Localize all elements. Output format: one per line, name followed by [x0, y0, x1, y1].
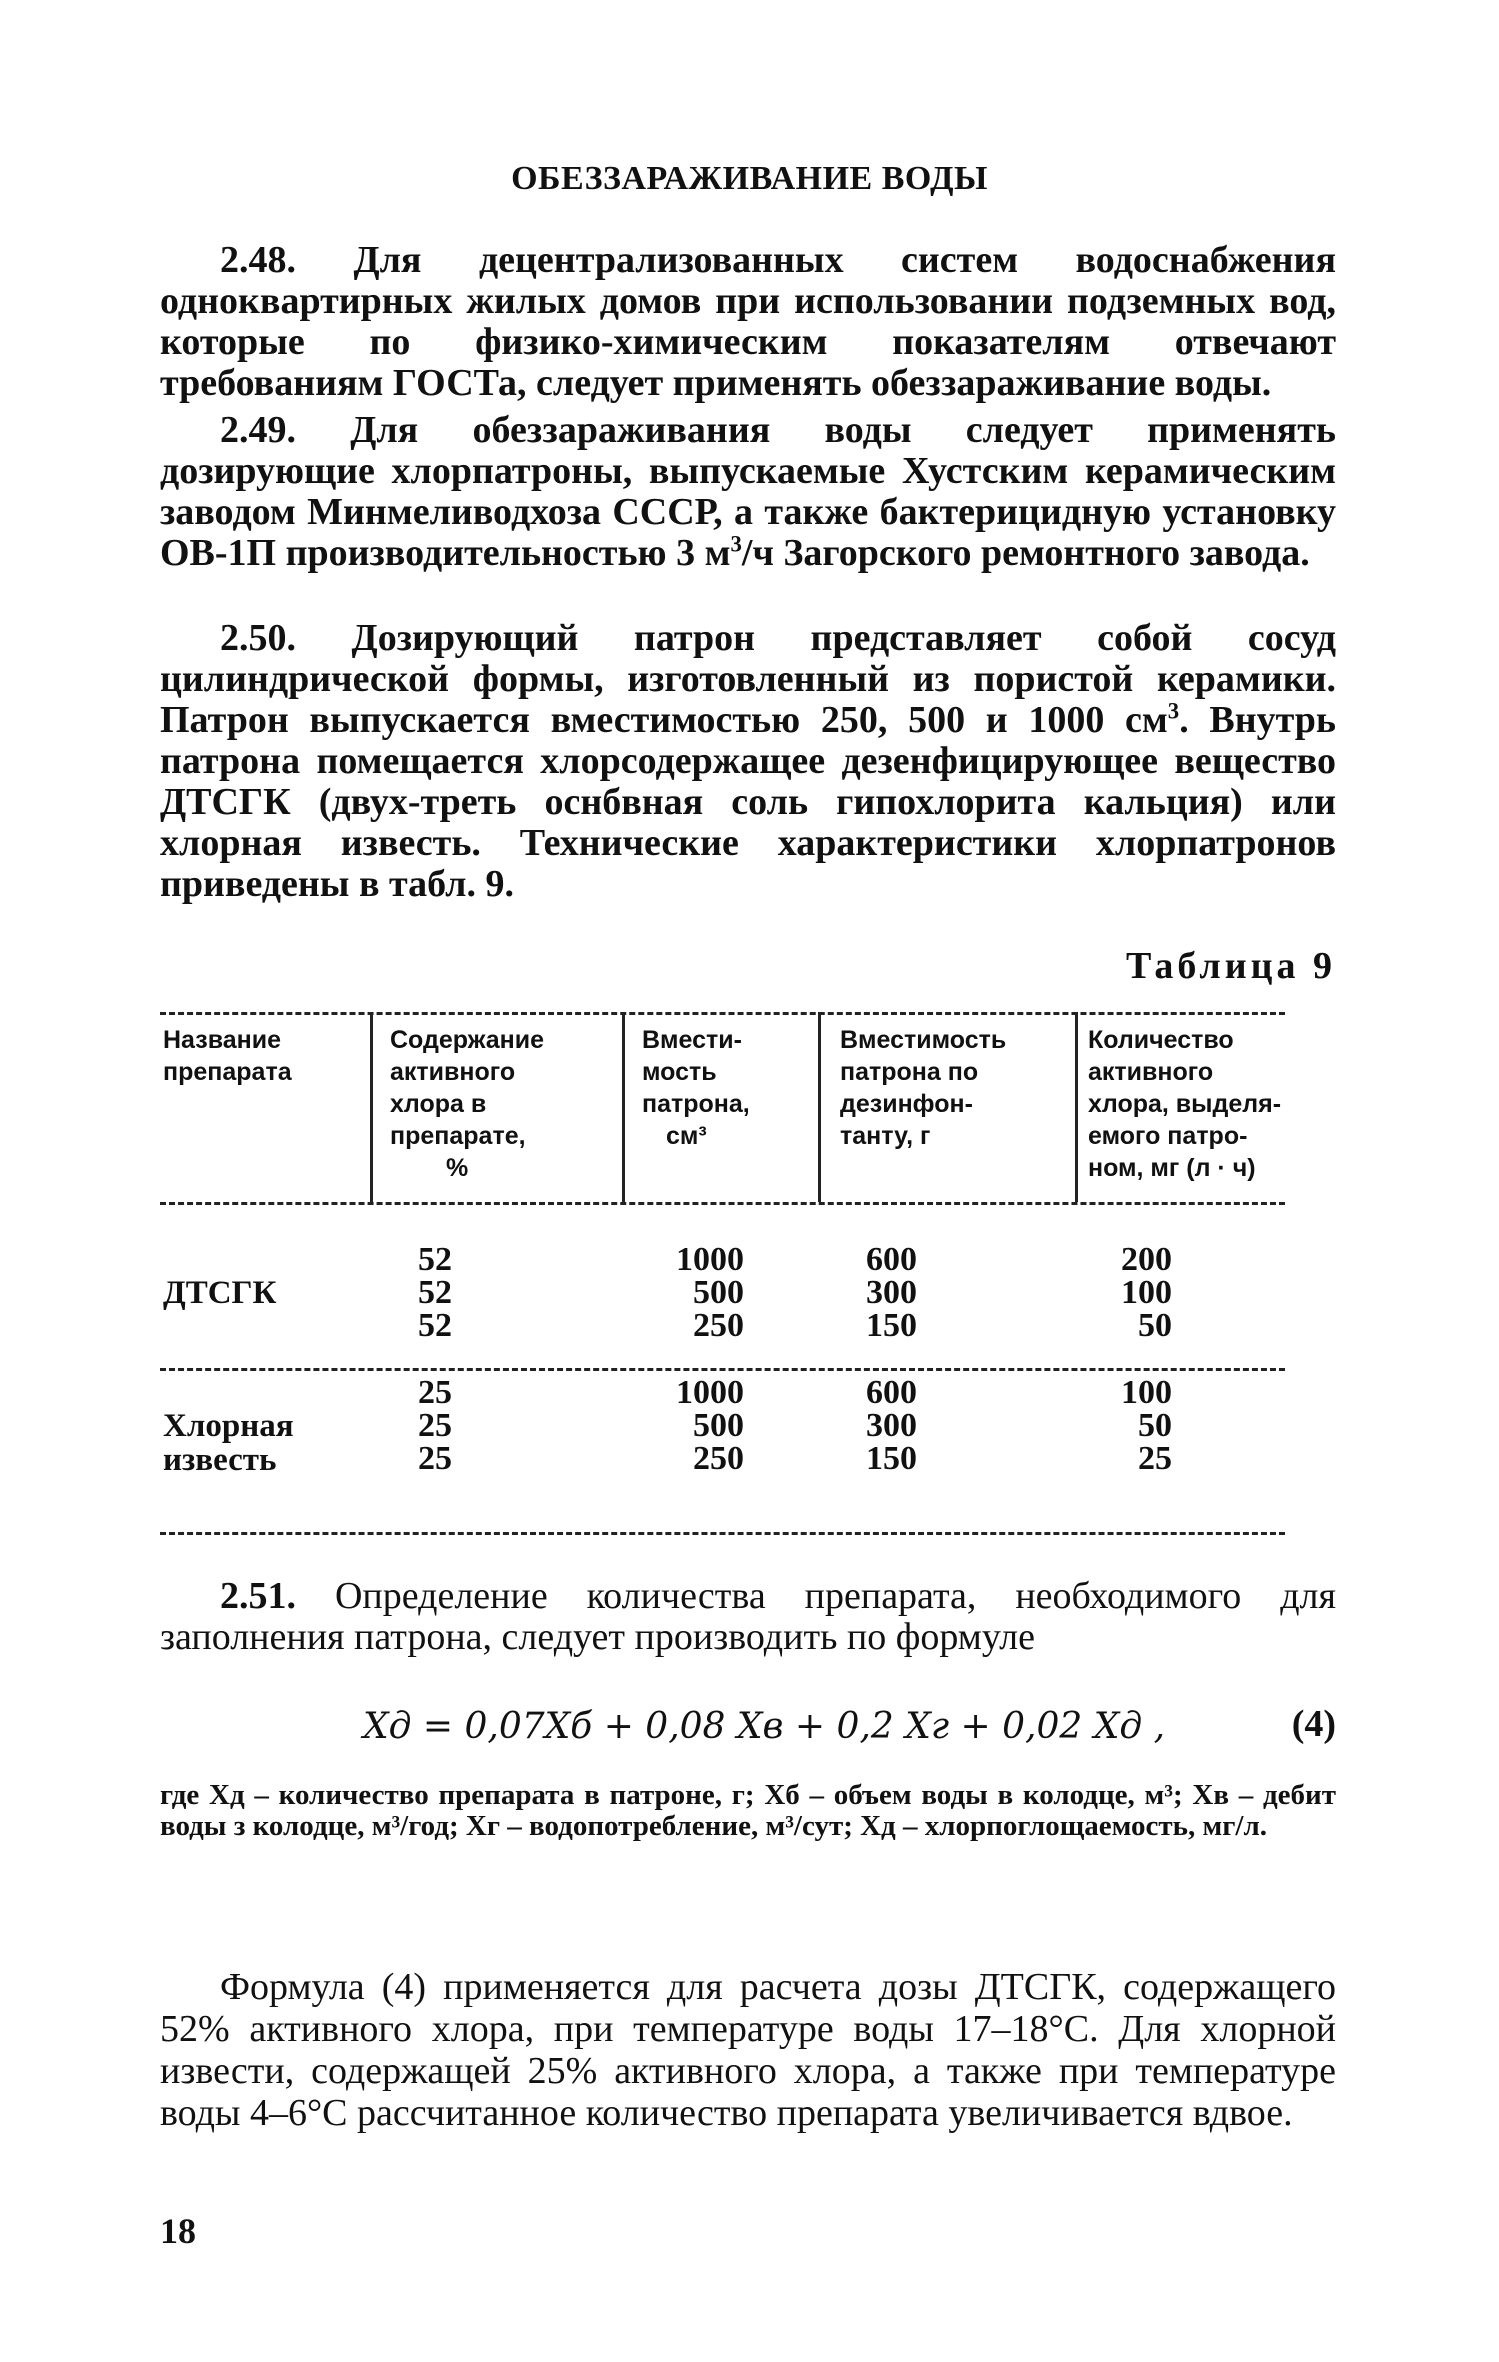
paragraph-2-51 [160, 1576, 1336, 1658]
cell-capacity-dis: 300 [866, 1274, 917, 1311]
paragraph-number: 2.50. [220, 617, 296, 659]
cell-chlorine: 52 [418, 1241, 452, 1278]
formula-legend: где Xд – количество препарата в патроне, г; Xб – объем воды в колодце, м³; Xв – дебит воды з колодце, м³/год; Xг – водопотребление, м³/сут; Xд – хлорпоглощаемость, мг/л. [160, 1779, 1336, 1842]
cell-chlorine: 25 [418, 1440, 452, 1477]
cell-chlorine: 25 [418, 1407, 452, 1444]
cell-released: 100 [1121, 1374, 1172, 1411]
paragraph-text: Определение количества препарата, необходимого для заполнения патрона, следует производить по формуле [160, 1575, 1336, 1658]
table-rule-header [160, 1202, 1285, 1205]
page-number: 18 [160, 2211, 196, 2251]
cell-chlorine: 52 [418, 1307, 452, 1344]
paragraph-formula-usage: Формула (4) применяется для расчета дозы ДТСГК, содержащего 52% активного хлора, при температуре воды 17–18°С. Для хлорной извести, содержащей 25% активного хлора, а также при температуре воды 4–6°С рассчитанное количество препарата увеличивается вдвое. [160, 1966, 1336, 2134]
cell-capacity: 500 [693, 1274, 744, 1311]
paragraph-number: 2.51. [220, 1575, 296, 1617]
superscript: 3 [730, 531, 742, 557]
paragraph-2-48 [160, 240, 1336, 404]
header-chlorine: Содержание активного хлора в препарате, % [390, 1026, 545, 1182]
header-released: Количество активного хлора, выделя- емого патро- ном, мг (л · ч) [1088, 1026, 1282, 1182]
header-capacity-disinfectant: Вместимость патрона по дезинфон- танту, г [840, 1026, 1007, 1150]
cell-capacity-dis: 150 [866, 1307, 917, 1344]
paragraph-2-49 [160, 410, 1336, 574]
cell-released: 50 [1138, 1307, 1172, 1344]
paragraph-text: Для обеззараживания воды следует применять дозирующие хлорпатроны, выпускаемые Хустским керамическим заводом Минмеливодхоза СССР, а также бактерицидную установку ОВ-1П производительностью 3 м [160, 409, 1336, 574]
paragraph-2-50 [160, 618, 1336, 905]
paragraph-number: 2.49. [220, 409, 296, 451]
paragraph-text: /ч Загорского ремонтного завода. [741, 532, 1310, 574]
section-heading: ОБЕЗЗАРАЖИВАНИЕ ВОДЫ [511, 160, 988, 197]
formula-number: (4) [1291, 1703, 1336, 1745]
cell-capacity: 1000 [676, 1241, 744, 1278]
paragraph-number: 2.48. [220, 239, 296, 281]
table-divider [1075, 1012, 1078, 1202]
cell-chlorine: 52 [418, 1274, 452, 1311]
paragraph-text: . Внутрь патрона помещается хлорсодержащее дезенфицирующее вещество ДТСГК (двух-треть оснбвная соль гипохлорита кальция) или хлорная известь. Технические характеристики хлорпатронов приведены в табл. 9. [160, 699, 1336, 905]
table-rule-top [160, 1012, 1285, 1015]
cell-capacity: 250 [693, 1307, 744, 1344]
paragraph-text: Дозирующий патрон представляет собой сосуд цилиндрической формы, изготовленный из пористой керамики. Патрон выпускается вместимостью 250, 500 и 1000 см [160, 617, 1336, 741]
table-rule-bottom [160, 1532, 1285, 1535]
paragraph-text: Для децентрализованных систем водоснабжения одноквартирных жилых домов при использовании подземных вод, которые по физико-химическим показателям отвечают требованиям ГОСТа, следует применять обеззараживание воды. [160, 239, 1337, 404]
cell-chlorine: 25 [418, 1374, 452, 1411]
cell-capacity-dis: 600 [866, 1241, 917, 1278]
row-name-dtsgk: ДТСГК [163, 1275, 277, 1311]
table-divider [818, 1012, 821, 1202]
cell-capacity: 500 [693, 1407, 744, 1444]
table-caption: Таблица 9 [1125, 945, 1336, 987]
cell-capacity-dis: 300 [866, 1407, 917, 1444]
header-capacity: Вмести- мость патрона, см³ [642, 1026, 750, 1150]
table-divider [622, 1012, 625, 1202]
cell-released: 25 [1138, 1440, 1172, 1477]
cell-released: 200 [1121, 1241, 1172, 1278]
header-name: Название препарата [163, 1026, 292, 1086]
cell-released: 100 [1121, 1274, 1172, 1311]
table-rule-group [160, 1368, 1285, 1371]
cell-released: 50 [1138, 1407, 1172, 1444]
cell-capacity-dis: 600 [866, 1374, 917, 1411]
superscript: 3 [1167, 698, 1180, 724]
cell-capacity-dis: 150 [866, 1440, 917, 1477]
cell-capacity: 250 [693, 1440, 744, 1477]
formula: Xд = 0,07Xб + 0,08 Xв + 0,2 Xг + 0,02 Xд , [363, 1706, 1166, 1747]
cell-capacity: 1000 [676, 1374, 744, 1411]
table-divider [370, 1012, 373, 1202]
row-name-chlorine-lime: Хлорная известь [163, 1408, 294, 1478]
